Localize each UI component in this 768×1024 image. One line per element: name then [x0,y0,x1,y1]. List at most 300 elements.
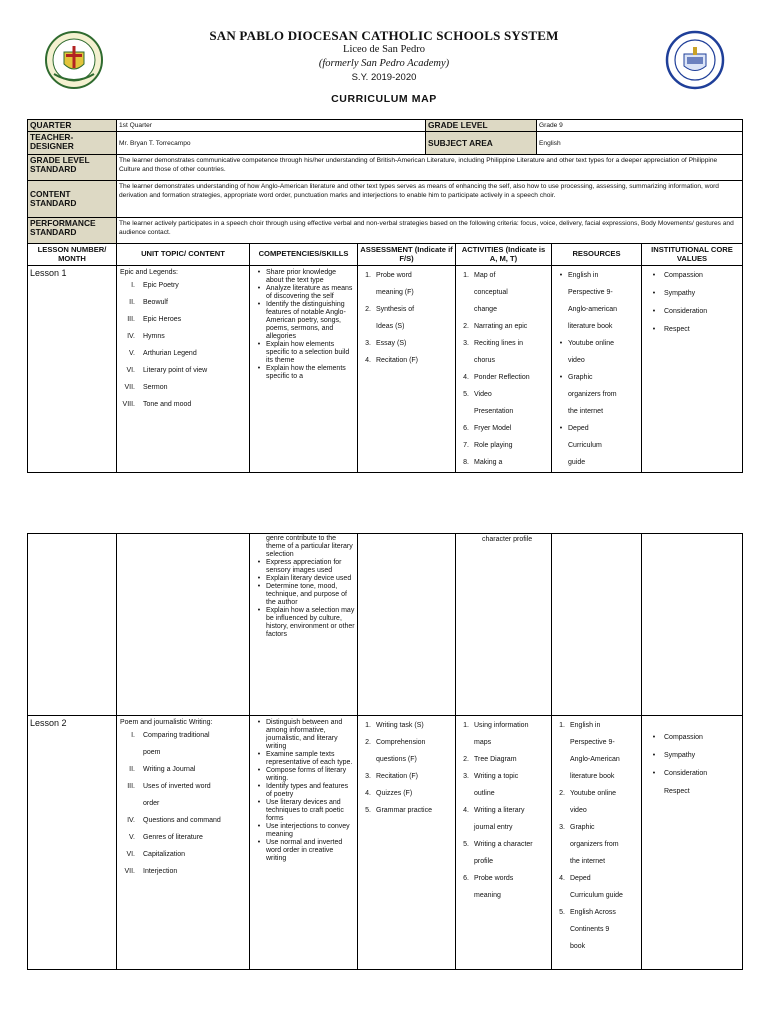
resource-item-text: Curriculum [568,442,602,449]
lesson-2-table [27,533,743,970]
resource-item-text: Continents 9 [570,926,610,933]
activity-item [458,819,549,836]
continuation-competency-list [252,535,355,639]
col-assessment-header: ASSESSMENT (Indicate if F/S) [358,244,456,266]
topic-item [119,727,247,744]
resource-item-marker: 5. [559,909,565,916]
continuation-activity: character profile [482,536,533,543]
activity-item [458,267,549,284]
core-value-item [644,285,740,303]
core-value-item [644,747,740,765]
activity-item [458,420,549,437]
core-value-item-text: Consideration [664,770,708,777]
lesson-1-assessment-cell [358,266,456,473]
resource-item [554,938,639,955]
activity-item [458,768,549,785]
topic-item [119,379,247,396]
assessment-item [360,352,453,369]
activity-item [458,335,549,352]
activity-item-text: Tree Diagram [474,756,517,763]
assessment-item-marker [360,751,376,768]
activity-item-marker [458,301,474,318]
resource-item-text: English Across [570,909,616,916]
lesson-1-values-cell [642,266,743,473]
topic-item [119,362,247,379]
competency-item [252,341,355,365]
lesson-2-assessment-cell [358,716,456,970]
topic-item-text: Genres of literature [143,834,203,841]
competency-item-text: Share prior knowledge about the text type [266,269,337,284]
assessment-item [360,284,453,301]
topic-item [119,846,247,863]
bullet-icon: • [652,290,656,297]
resource-item-marker [554,768,570,785]
school-year: S.Y. 2019-2020 [351,72,417,83]
assessment-item-marker: 3. [365,340,371,347]
core-value-item-marker [644,783,664,801]
resource-item-text: Youtube online [568,340,615,347]
activity-item [458,785,549,802]
activity-item-text: conceptual [474,289,508,296]
bullet-icon: • [257,751,261,758]
topic-item [119,277,247,294]
continuation-lesson-cell [28,534,117,716]
activity-item [458,853,549,870]
activity-item-text: Probe words [474,875,514,882]
competency-item-text: Explain how the elements specific to a [266,365,346,380]
bullet-icon: • [652,272,656,279]
activity-item [458,454,549,471]
bullet-icon: • [257,341,261,348]
bullet-icon: • [652,326,656,333]
activity-item-text: change [474,306,497,313]
competency-item-text: Explain how elements specific to a selection build its theme [266,341,350,364]
core-value-item-text: Respect [664,788,690,795]
activity-item [458,369,549,386]
lesson-1-competencies-cell [250,266,358,473]
lesson-2-assessment-list [360,717,453,819]
competency-item-text: Explain literary device used [266,575,352,582]
core-value-item-marker: • [652,734,656,741]
activity-item-text: Writing a character [474,841,533,848]
competency-item [252,575,355,583]
core-value-item-text: Sympathy [664,752,696,759]
resource-item-marker [554,301,568,318]
resource-item [554,369,639,386]
assessment-item-marker: 1. [365,722,371,729]
lesson-1-activity-list [458,267,549,471]
core-value-item-marker: • [652,752,656,759]
bullet-icon: • [257,823,261,830]
topic-item-marker: VI. [126,851,135,858]
resource-item-text: Graphic [570,824,595,831]
resource-item-marker [554,921,570,938]
lesson-1-label: Lesson 1 [28,266,117,473]
activity-item-marker: 8. [463,459,469,466]
bullet-icon: • [257,799,261,806]
activity-item-text: maps [474,739,492,746]
core-value-item [644,729,740,747]
resource-item [554,318,639,335]
activity-item [458,386,549,403]
resource-item-marker: 4. [559,875,565,882]
topic-item-text: order [143,800,160,807]
lesson-1-activities-cell [456,266,552,473]
activity-item-marker: 3. [463,340,469,347]
activity-item-text: Video [474,391,492,398]
resource-item-text: Youtube online [570,790,617,797]
continuation-resources-cell [552,534,642,716]
topic-item-marker: V. [129,834,135,841]
resource-item [554,870,639,887]
assessment-item [360,768,453,785]
activity-item-text: Presentation [474,408,514,415]
resource-item [554,437,639,454]
competency-item [252,583,355,607]
assessment-item-marker [360,318,376,335]
core-value-item [644,783,740,801]
activity-item-text: Writing a literary [474,807,525,814]
lesson-2-values-cell [642,716,743,970]
topic-item-text: Interjection [143,868,178,875]
activity-item [458,802,549,819]
competency-item [252,719,355,751]
activity-item-text: Map of [474,272,496,279]
resource-item-text: organizers from [568,391,617,398]
activity-item-text: Writing a topic [474,773,519,780]
competency-item-marker: • [257,559,261,566]
competency-item-marker: • [257,575,261,582]
performance-standard-value: The learner actively participates in a speech choir through using effective verbal and non-verbal strategies based on the following criteria: focus, voice, delivery, facial expressions, Body Movements/ gestures and audience contact. [117,218,743,244]
competency-item [252,839,355,863]
competency-item [252,799,355,823]
activity-item-marker [458,352,474,369]
competency-item [252,285,355,301]
resource-item [554,717,639,734]
assessment-item-text: Grammar practice [376,807,433,814]
topic-item-marker: IV. [127,817,135,824]
continuation-assessment-cell [358,534,456,716]
topic-item-text: Writing a Journal [143,766,196,773]
resource-item [554,887,639,904]
activity-item [458,836,549,853]
core-value-item [644,765,740,783]
activity-item-text: Narrating an epic [474,323,528,330]
bullet-icon: • [257,767,261,774]
resource-item-text: guide [568,459,586,466]
bullet-icon: • [257,285,261,292]
assessment-item-text: Ideas (S) [376,323,405,330]
assessment-item-text: Synthesis of [376,306,415,313]
competency-item [252,559,355,575]
activity-item-marker: 2. [463,756,469,763]
assessment-item-text: Comprehension [376,739,426,746]
resource-item [554,335,639,352]
topic-item-marker [119,795,143,812]
topic-item [119,294,247,311]
assessment-item-text: Writing task (S) [376,722,424,729]
activity-item-text: Using information [474,722,529,729]
lesson-1-assessment-list [360,267,453,369]
resource-item-marker [554,751,570,768]
core-value-item-text: Consideration [664,308,708,315]
resource-item-marker [554,887,570,904]
activity-item-text: profile [474,858,494,865]
assessment-item-text: meaning (F) [376,289,414,296]
resource-item [554,352,639,369]
liceo-seal-logo [665,30,725,90]
activity-item-text: outline [474,790,495,797]
topic-item [119,311,247,328]
teacher-label: TEACHER-DESIGNER [28,132,117,155]
topic-item-text: Literary point of view [143,367,208,374]
lesson-2-topic-list [119,727,247,880]
assessment-item [360,802,453,819]
competency-item-text: Use literary devices and techniques to craft poetic forms [266,799,344,822]
lesson-2-resource-list [554,717,639,955]
document-header [0,0,768,118]
resource-item [554,420,639,437]
bullet-icon: • [257,301,261,308]
resource-item-text: Deped [570,875,591,882]
resource-item [554,853,639,870]
resource-item-text: Anglo-american [568,306,618,313]
topic-item-marker: III. [127,783,135,790]
col-topic-header: UNIT TOPIC/ CONTENT [117,244,250,266]
resource-item-marker [554,403,568,420]
resource-item [554,386,639,403]
assessment-item [360,751,453,768]
assessment-item-text: questions (F) [376,756,417,763]
competency-item-text: Compose forms of literary writing. [266,767,347,782]
competency-item-text: Distinguish between and among informative, journalistic, and literary writing [266,719,343,750]
topic-item-marker: II. [129,766,135,773]
topic-item [119,761,247,778]
assessment-item [360,734,453,751]
content-standard-value: The learner demonstrates understanding of how Anglo-American literature and other text types serves as means of enhancing the self, also how to use processing, assessing, summarizing information, word derivation and formation strategies, appropriate word order, punctuation marks and interjections to enable him to participate actively in a speech choir. [117,181,743,218]
resource-item-text: organizers from [570,841,619,848]
competency-item [252,269,355,285]
activity-item-marker [458,403,474,420]
col-resources-header: RESOURCES [552,244,642,266]
lesson-1-table [27,243,743,473]
activity-item-text: Making a [474,459,503,466]
resource-item-marker: 3. [559,824,565,831]
resource-item [554,904,639,921]
lesson-2-activity-list [458,717,549,904]
resource-item-marker: • [559,374,563,381]
topic-item-text: Hymns [143,333,165,340]
page-title: CURRICULUM MAP [331,93,437,105]
col-values-header: INSTITUTIONAL CORE VALUES [642,244,743,266]
bullet-icon: • [257,839,261,846]
grade-level-value: Grade 9 [537,120,743,132]
core-value-item-text: Compassion [664,272,703,279]
activity-item [458,437,549,454]
quarter-label: QUARTER [28,120,117,132]
activity-item [458,734,549,751]
assessment-item-marker [360,284,376,301]
grade-level-standard-value: The learner demonstrates communicative competence through his/her understanding of British-American Literature, including Philippine Literature and other text types for a deeper appreciation of Philippine Culture and those of other countries. [117,155,743,181]
lesson-2-values-list [644,717,740,801]
resource-item-marker: • [559,425,563,432]
lesson-2-competencies-cell [250,716,358,970]
activity-item-text: Role playing [474,442,513,449]
topic-item-text: Sermon [143,384,168,391]
resource-item [554,819,639,836]
activity-item-text: meaning [474,892,501,899]
topic-item-marker: II. [129,299,135,306]
resource-item-text: English in [568,272,599,279]
topic-item-marker: I. [131,282,135,289]
topic-item-text: Comparing traditional [143,732,210,739]
assessment-item-text: Quizzes (F) [376,790,413,797]
continuation-competencies-cell [250,534,358,716]
former-name: (formerly San Pedro Academy) [318,58,450,69]
competency-item [252,767,355,783]
teacher-value: Mr. Bryan T. Torrecampo [117,132,426,155]
topic-item [119,778,247,795]
topic-item [119,744,247,761]
col-competencies-header: COMPETENCIES/SKILLS [250,244,358,266]
lesson-1-topic-cell [117,266,250,473]
bullet-icon: • [257,269,261,276]
topic-item-text: Tone and mood [143,401,192,408]
core-value-item [644,321,740,339]
curriculum-info-table [27,119,743,244]
resource-item [554,284,639,301]
resource-item-marker [554,318,568,335]
col-activities-header: ACTIVITIES (Indicate is A, M, T) [456,244,552,266]
activity-item-marker [458,853,474,870]
activity-item [458,403,549,420]
topic-item-marker: III. [127,316,135,323]
topic-item-text: poem [143,749,161,756]
core-value-item-text: Sympathy [664,290,696,297]
core-value-item [644,303,740,321]
competency-item-text: Express appreciation for sensory images used [266,559,342,574]
activity-item-text: Fryer Model [474,425,512,432]
competency-item-text: Identify the distinguishing features of notable Anglo-American poetry, songs, poems, sermons, and allegories [266,301,346,340]
activity-item-marker [458,785,474,802]
resource-item-text: Graphic [568,374,593,381]
resource-item-text: Curriculum guide [570,892,623,899]
grade-level-standard-label: GRADE LEVEL STANDARD [28,155,117,181]
assessment-item [360,301,453,318]
competency-item-text: Examine sample texts representative of each type. [266,751,353,766]
assessment-item-text: Probe word [376,272,412,279]
competency-item [252,823,355,839]
topic-item-marker: IV. [127,333,135,340]
topic-item-text: Epic Heroes [143,316,182,323]
activity-item-marker [458,284,474,301]
resource-item-marker [554,454,568,471]
resource-item-marker: • [559,340,563,347]
lesson-2-topic-title: Poem and journalistic Writing: [120,719,213,726]
topic-item [119,795,247,812]
resource-item-text: Deped [568,425,589,432]
assessment-item-marker: 3. [365,773,371,780]
activity-item-marker: 1. [463,722,469,729]
assessment-item [360,717,453,734]
resource-item [554,301,639,318]
lesson-2-topic-cell [117,716,250,970]
resource-item [554,785,639,802]
continuation-topic-cell [117,534,250,716]
continuation-activities-cell [456,534,552,716]
topic-item-text: Beowulf [143,299,168,306]
competency-item-text: Determine tone, mood, technique, and purpose of the author [266,583,347,606]
resource-item-text: Perspective 9- [570,739,615,746]
resource-item-marker [554,938,570,955]
assessment-item [360,785,453,802]
activity-item [458,887,549,904]
activity-item [458,352,549,369]
resource-item [554,921,639,938]
topic-item-marker: VII. [124,868,135,875]
topic-item-marker: I. [131,732,135,739]
assessment-item-text: Recitation (F) [376,773,419,780]
topic-item-text: Uses of inverted word [143,783,211,790]
activity-item-text: Ponder Reflection [474,374,530,381]
lesson-1-topic-list [119,277,247,413]
activity-item [458,301,549,318]
resource-item [554,454,639,471]
resource-item [554,836,639,853]
bullet-icon: • [257,365,261,372]
activity-item [458,870,549,887]
resource-item-marker [554,734,570,751]
assessment-item-text: Recitation (F) [376,357,419,364]
competency-item-marker: • [257,607,261,614]
resource-item-text: video [570,807,587,814]
lesson-1-resource-list [554,267,639,471]
assessment-item-text: Essay (S) [376,340,407,347]
bullet-icon: • [257,719,261,726]
grade-level-label: GRADE LEVEL [426,120,537,132]
competency-item-text: Identify types and features of poetry [266,783,349,798]
resource-item-text: video [568,357,585,364]
competency-item-text: Use interjections to convey meaning [266,823,350,838]
resource-item-marker: 2. [559,790,565,797]
core-value-item-text: Compassion [664,734,703,741]
activity-item [458,717,549,734]
resource-item-marker [554,386,568,403]
lesson-1-competency-list [252,267,355,381]
assessment-item-marker: 4. [365,357,371,364]
activity-item-marker: 6. [463,425,469,432]
activity-item-marker: 2. [463,323,469,330]
assessment-item-marker: 2. [365,306,371,313]
assessment-item-marker: 1. [365,272,371,279]
activity-item-marker [458,819,474,836]
topic-item [119,863,247,880]
competency-item-text: Analyze literature as means of discovering the self [266,285,353,300]
activity-item-marker: 3. [463,773,469,780]
topic-item [119,328,247,345]
resource-item-marker: • [559,272,563,279]
activity-item-marker: 5. [463,841,469,848]
content-standard-label: CONTENT STANDARD [28,181,117,218]
topic-item [119,829,247,846]
lesson-2-competency-list [252,717,355,863]
activity-item-text: chorus [474,357,496,364]
topic-item [119,812,247,829]
competency-item [252,301,355,341]
topic-item-marker: VI. [126,367,135,374]
assessment-item [360,335,453,352]
lesson-1-resources-cell [552,266,642,473]
